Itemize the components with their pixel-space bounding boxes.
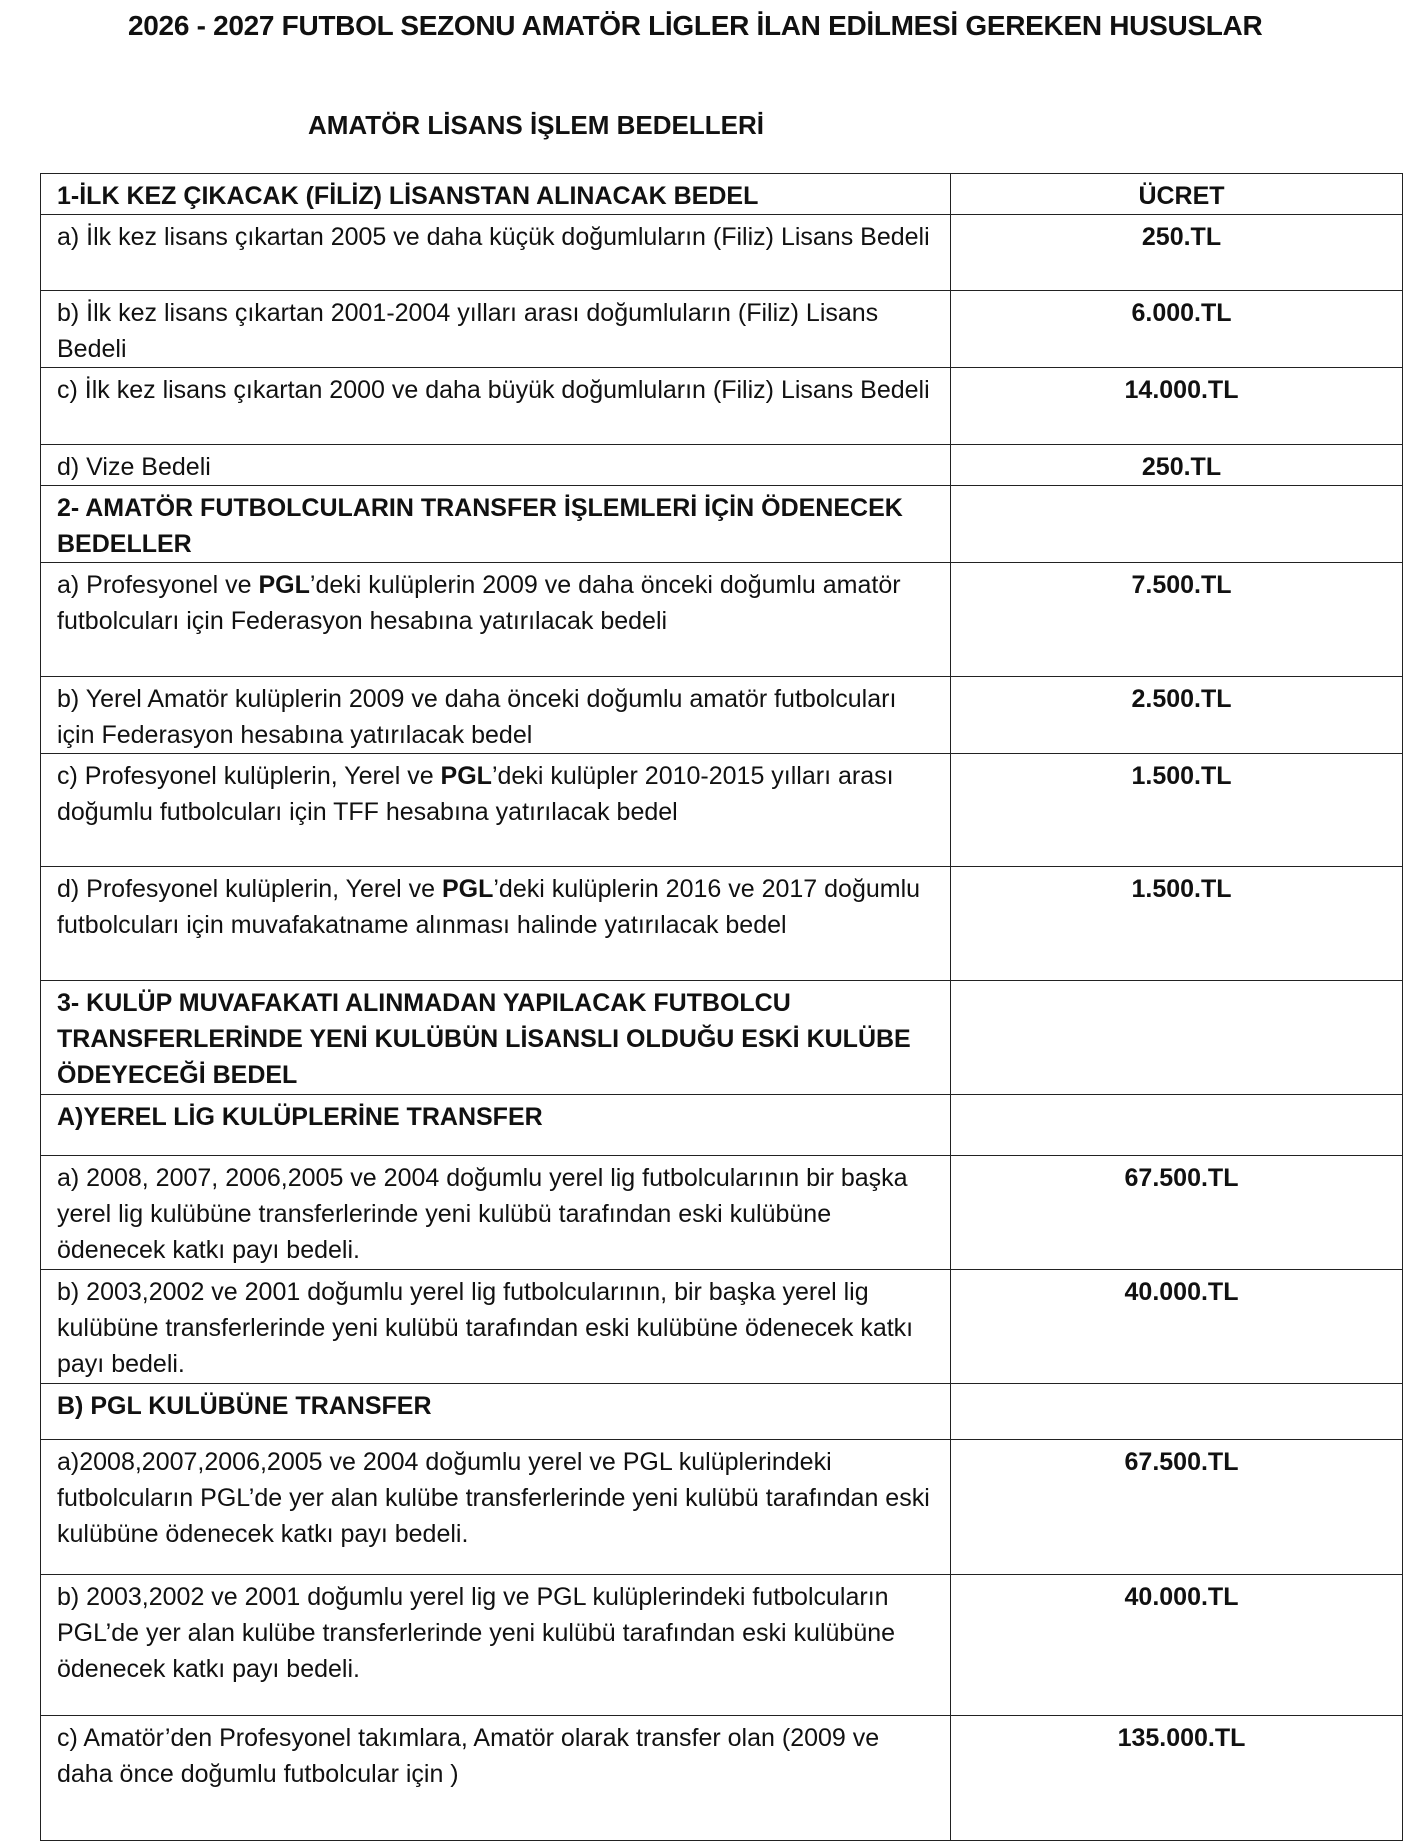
table-row: [41, 368, 1403, 445]
table-row: [41, 563, 1403, 677]
fee-description: [41, 1440, 951, 1575]
fee-value: 1.500.TL: [1131, 875, 1232, 903]
description-bold-text: PGL: [441, 875, 494, 903]
section-row: [41, 1095, 1403, 1156]
description-text: d) Profesyonel kulüplerin, Yerel ve: [57, 875, 442, 903]
fee-value: 250.TL: [1141, 223, 1222, 251]
description-text: a)2008,2007,2006,2005 ve 2004 doğumlu yerel ve PGL kulüplerindeki futbolcuların PGL’de yer alan kulübe transferlerinde yeni kulübü tarafından eski kulübüne ödenecek katkı payı bedeli.: [57, 1448, 930, 1548]
fee-description: [41, 1270, 951, 1384]
table-row: [41, 1716, 1403, 1841]
fee-amount: [951, 754, 1403, 867]
fee-description: [41, 1156, 951, 1270]
fee-amount: [951, 1270, 1403, 1384]
fee-value: 14.000.TL: [1124, 376, 1239, 404]
fee-description: [41, 1095, 951, 1156]
description-text: b) İlk kez lisans çıkartan 2001-2004 yılları arası doğumluların (Filiz) Lisans Bedeli: [57, 299, 879, 363]
table-row: [41, 867, 1403, 981]
description-text: ’deki kulüplerin 2009 ve daha önceki doğumlu amatör futbolcuları için Federasyon hesabına yatırılacak bedeli: [57, 571, 901, 635]
description-bold-text: B) PGL KULÜBÜNE TRANSFER: [57, 1392, 432, 1420]
fee-description: [41, 1575, 951, 1716]
fee-amount: [951, 1716, 1403, 1841]
section-row: [41, 1384, 1403, 1440]
fee-amount: [951, 677, 1403, 754]
fee-table: [40, 173, 1403, 1841]
description-bold-text: 2- AMATÖR FUTBOLCULARIN TRANSFER İŞLEMLERİ İÇİN ÖDENECEK BEDELLER: [57, 494, 903, 558]
table-row: [41, 291, 1403, 368]
description-bold-text: A)YEREL LİG KULÜPLERİNE TRANSFER: [57, 1103, 543, 1131]
fee-description: [41, 1384, 951, 1440]
table-row: [41, 1440, 1403, 1575]
fee-amount: [951, 1156, 1403, 1270]
fee-description: [41, 445, 951, 486]
document-title: 2026 - 2027 FUTBOL SEZONU AMATÖR LİGLER İLAN EDİLMESİ GEREKEN HUSUSLAR: [128, 10, 1263, 41]
fee-amount: [951, 1440, 1403, 1575]
fee-amount: [951, 215, 1403, 291]
fee-description: [41, 486, 951, 563]
table-row: [41, 1270, 1403, 1384]
fee-table-body: [41, 174, 1403, 1841]
fee-description: [41, 1716, 951, 1841]
description-text: ’deki kulüpler 2010-2015 yılları arası doğumlu futbolcuları için TFF hesabına yatırılacak bedel: [57, 762, 894, 826]
description-text: a) 2008, 2007, 2006,2005 ve 2004 doğumlu yerel lig futbolcularının bir başka yerel lig kulübüne transferlerinde yeni kulübü tarafından eski kulübüne ödenecek katkı payı bedeli.: [57, 1164, 908, 1264]
fee-value: 67.500.TL: [1124, 1164, 1239, 1192]
fee-value: 40.000.TL: [1124, 1583, 1239, 1611]
fee-value: 135.000.TL: [1117, 1724, 1246, 1752]
description-text: c) Amatör’den Profesyonel takımlara, Amatör olarak transfer olan (2009 ve daha önce doğumlu futbolcular için ): [57, 1724, 880, 1788]
description-text: b) 2003,2002 ve 2001 doğumlu yerel lig futbolcularının, bir başka yerel lig kulübüne transferlerinde yeni kulübü tarafından eski kulübüne ödenecek katkı payı bedeli.: [57, 1278, 914, 1378]
fee-amount: [951, 445, 1403, 486]
fee-value: 2.500.TL: [1131, 685, 1232, 713]
fee-amount: [951, 1384, 1403, 1440]
table-row: [41, 445, 1403, 486]
fee-value: 40.000.TL: [1124, 1278, 1239, 1306]
fee-value: ÜCRET: [1138, 182, 1225, 210]
section-row: [41, 486, 1403, 563]
table-row: [41, 1156, 1403, 1270]
description-text: c) İlk kez lisans çıkartan 2000 ve daha büyük doğumluların (Filiz) Lisans Bedeli: [57, 376, 930, 404]
fee-value: 7.500.TL: [1131, 571, 1232, 599]
description-bold-text: 3- KULÜP MUVAFAKATI ALINMADAN YAPILACAK FUTBOLCU TRANSFERLERİNDE YENİ KULÜBÜN LİSANSLI OLDUĞU ESKİ KULÜBE ÖDEYECEĞİ BEDEL: [57, 989, 911, 1089]
fee-amount: [951, 368, 1403, 445]
fee-description: [41, 563, 951, 677]
fee-column-header: [951, 174, 1403, 215]
table-row: [41, 1575, 1403, 1716]
table-row: [41, 215, 1403, 291]
description-bold-text: 1-İLK KEZ ÇIKACAK (FİLİZ) LİSANSTAN ALINACAK BEDEL: [57, 182, 759, 210]
fee-amount: [951, 563, 1403, 677]
fee-value: 250.TL: [1141, 453, 1222, 481]
fee-amount: [951, 867, 1403, 981]
description-text: b) Yerel Amatör kulüplerin 2009 ve daha önceki doğumlu amatör futbolcuları için Federasyon hesabına yatırılacak bedel: [57, 685, 897, 749]
fee-description: [41, 291, 951, 368]
table-header-row: [41, 174, 1403, 215]
fee-amount: [951, 291, 1403, 368]
description-text: d) Vize Bedeli: [57, 453, 211, 481]
fee-value: 67.500.TL: [1124, 1448, 1239, 1476]
description-text: c) Profesyonel kulüplerin, Yerel ve: [57, 762, 441, 790]
fee-value: 6.000.TL: [1131, 299, 1232, 327]
description-bold-text: PGL: [440, 762, 492, 790]
description-bold-text: PGL: [258, 571, 310, 599]
fee-value: 1.500.TL: [1131, 762, 1232, 790]
fee-description: [41, 174, 951, 215]
fee-description: [41, 215, 951, 291]
fee-amount: [951, 1095, 1403, 1156]
fee-description: [41, 867, 951, 981]
fee-amount: [951, 1575, 1403, 1716]
description-text: b) 2003,2002 ve 2001 doğumlu yerel lig ve PGL kulüplerindeki futbolcuların PGL’de yer alan kulübe transferlerinde yeni kulübü tarafından eski kulübüne ödenecek katkı payı bedeli.: [57, 1583, 896, 1683]
fee-description: [41, 368, 951, 445]
description-text: a) Profesyonel ve: [57, 571, 259, 599]
table-row: [41, 754, 1403, 867]
fee-amount: [951, 981, 1403, 1095]
fee-description: [41, 677, 951, 754]
fee-amount: [951, 486, 1403, 563]
description-text: ’deki kulüplerin 2016 ve 2017 doğumlu futbolcuları için muvafakatname alınması halinde yatırılacak bedel: [57, 875, 921, 939]
table-row: [41, 677, 1403, 754]
description-text: a) İlk kez lisans çıkartan 2005 ve daha küçük doğumluların (Filiz) Lisans Bedeli: [57, 223, 930, 251]
fee-description: [41, 981, 951, 1095]
document-subtitle: AMATÖR LİSANS İŞLEM BEDELLERİ: [308, 110, 764, 140]
fee-description: [41, 754, 951, 867]
section-row: [41, 981, 1403, 1095]
